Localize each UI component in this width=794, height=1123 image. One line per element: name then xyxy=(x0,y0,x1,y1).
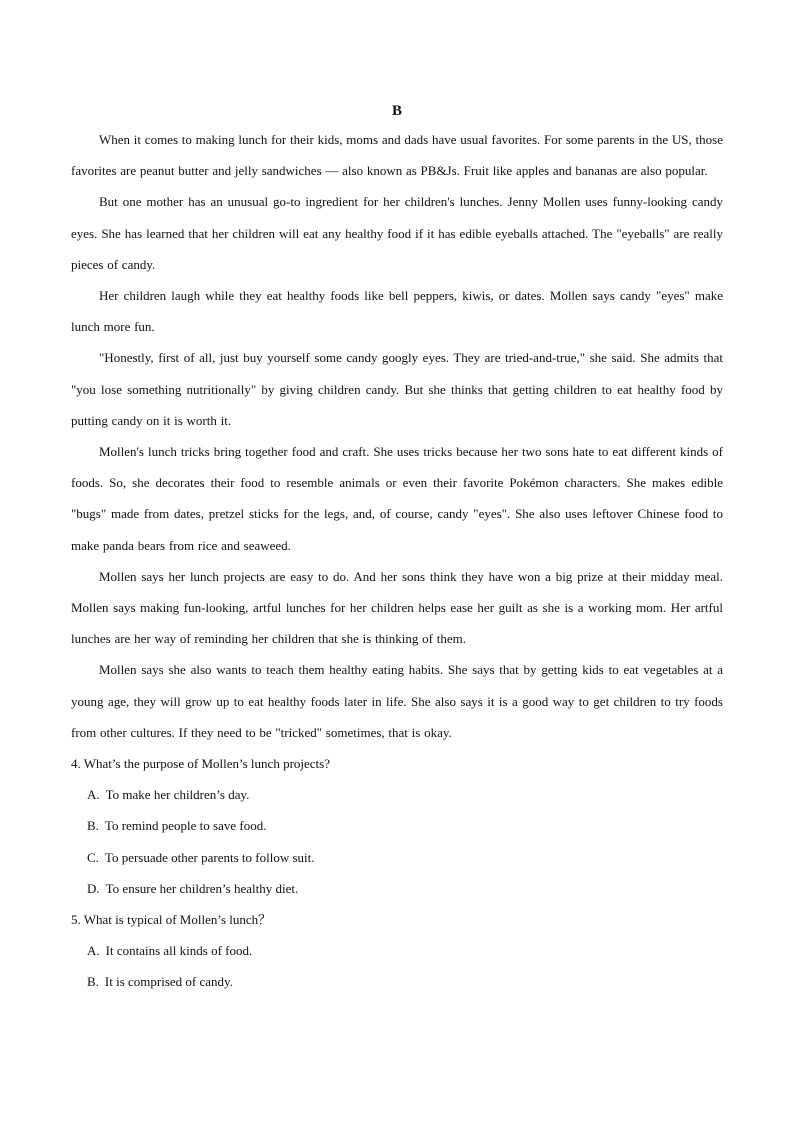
option-letter: D. xyxy=(87,880,100,896)
option-text: To ensure her children’s healthy diet. xyxy=(105,880,299,896)
question-stem: 4. What’s the purpose of Mollen’s lunch projects? xyxy=(71,756,330,772)
option-text: It is comprised of candy. xyxy=(104,974,233,990)
option-letter: B. xyxy=(87,818,99,834)
option-letter: B. xyxy=(87,974,99,990)
passage-paragraph: Her children laugh while they eat healthy foods like bell peppers, kiwis, or dates. Mollen says candy "eyes" make lunch more fun. xyxy=(71,288,723,335)
document-page xyxy=(71,100,723,998)
question-block xyxy=(71,748,723,904)
answer-option xyxy=(71,935,723,966)
passage-paragraph: Mollen says her lunch projects are easy to do. And her sons think they have won a big prize at their midday meal. Mollen says making fun-looking, artful lunches for her children helps ease her guilt as she is a working mom. Her artful lunches are her way of reminding her children that she is thinking of them. xyxy=(71,568,723,647)
question-block xyxy=(71,904,723,998)
passage-paragraph: When it comes to making lunch for their kids, moms and dads have usual favorites. For some parents in the US, those favorites are peanut butter and jelly sandwiches — also known as PB&Js. Fruit like apples and bananas are also popular. xyxy=(71,132,723,179)
passage-paragraph: "Honestly, first of all, just buy yourself some candy googly eyes. They are tried-and-true," she said. She admits that "you lose something nutritionally" by giving children candy. But she thinks that getting children to eat healthy food by putting candy on it is worth it. xyxy=(71,350,723,428)
passage-paragraph: Mollen's lunch tricks bring together food and craft. She uses tricks because her two sons hate to eat different kinds of foods. So, she decorates their food to resemble animals or even their favorite Pokémon characters. She makes edible "bugs" made from dates, pretzel sticks for the legs, and, of course, candy "eyes". She also uses leftover Chinese food to make panda bears from rice and seaweed. xyxy=(71,444,723,553)
option-letter: A. xyxy=(87,943,100,959)
option-text: To persuade other parents to follow suit. xyxy=(104,849,315,865)
option-letter: C. xyxy=(87,849,99,865)
question-stem: 5. What is typical of Mollen’s lunch？ xyxy=(71,912,272,928)
passage-paragraph: But one mother has an unusual go-to ingredient for her children's lunches. Jenny Mollen uses funny-looking candy eyes. She has learned that her children will eat any healthy food if it has edible eyeballs attached. The "eyeballs" are really pieces of candy. xyxy=(71,194,723,272)
option-text: To make her children’s day. xyxy=(105,787,250,803)
answer-option xyxy=(71,810,723,841)
answer-option xyxy=(71,779,723,810)
option-text: To remind people to save food. xyxy=(104,818,267,834)
option-letter: A. xyxy=(87,787,100,803)
passage-title: B xyxy=(391,103,402,119)
passage-paragraph: Mollen says she also wants to teach them healthy eating habits. She says that by getting kids to eat vegetables at a young age, they will grow up to eat healthy foods later in life. She also says it is a good way to get children to try foods from other cultures. If they need to be "tricked" sometimes, that is okay. xyxy=(71,662,723,740)
answer-option xyxy=(71,966,723,997)
answer-option xyxy=(71,873,723,904)
answer-option xyxy=(71,842,723,873)
option-text: It contains all kinds of food. xyxy=(105,943,253,959)
